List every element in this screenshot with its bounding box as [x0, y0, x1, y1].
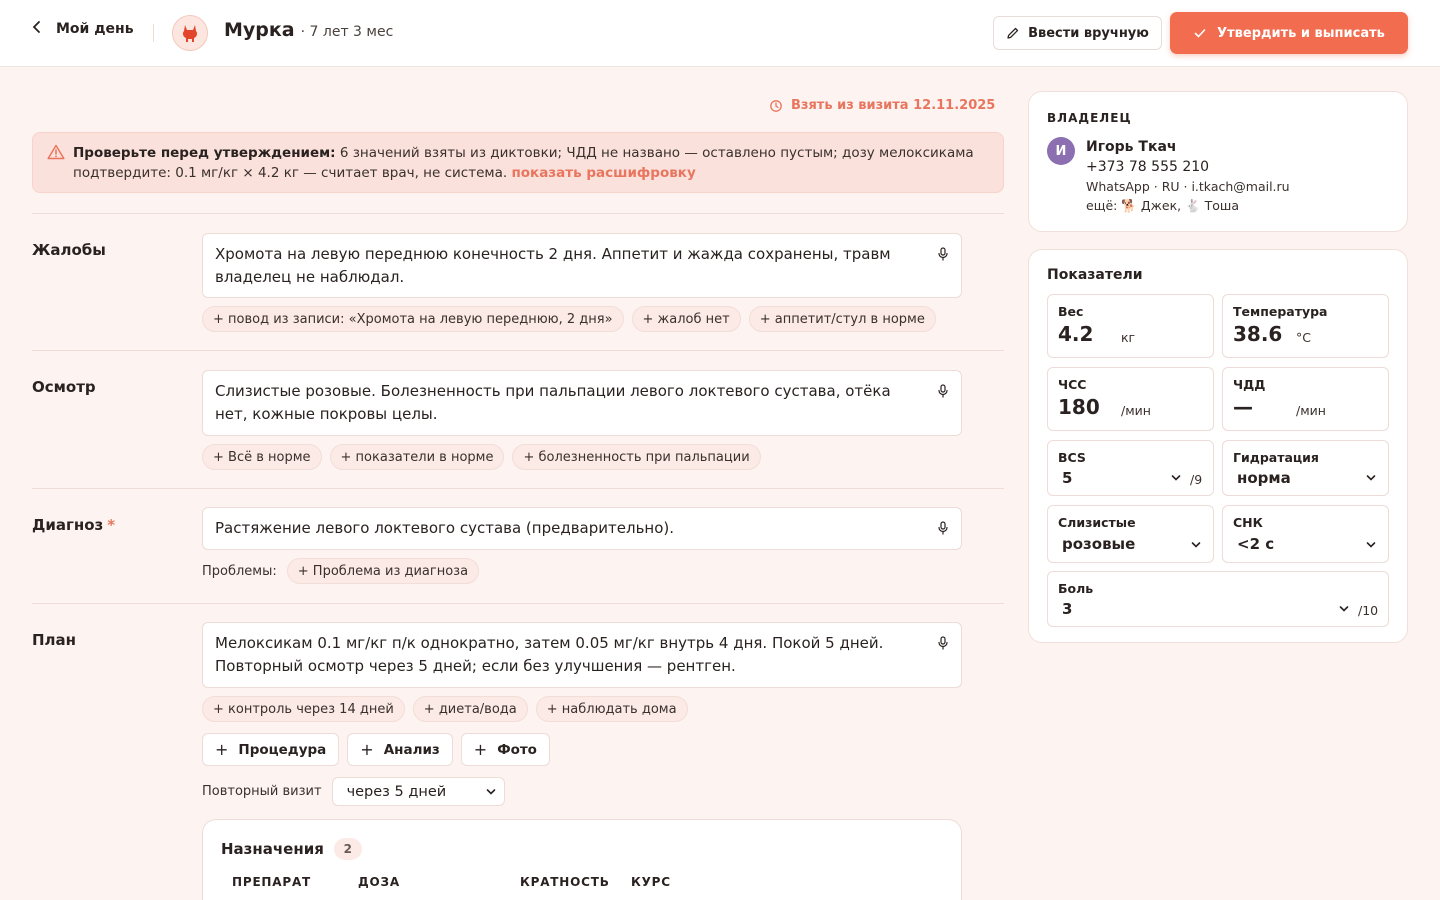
- heart-rate-value: 180: [1058, 395, 1100, 419]
- problems-label: Проблемы:: [202, 563, 277, 579]
- bcs-scale: /9: [1190, 472, 1203, 487]
- plan-text: Мелоксикам 0.1 мг/кг п/к однократно, затем 0.05 мг/кг внутрь 4 дня. Покой 5 дней. Повторный осмотр через 5 дней; если без улучшения — рентген.: [215, 634, 884, 675]
- mucous-label: Слизистые: [1058, 515, 1136, 530]
- column-header-course: КУРС: [631, 875, 671, 889]
- chip[interactable]: + жалоб нет: [632, 306, 741, 332]
- diagnosis-field[interactable]: [202, 507, 962, 550]
- diagnosis-text: Растяжение левого локтевого сустава (предварительно).: [215, 519, 675, 537]
- microphone-icon[interactable]: [937, 634, 949, 657]
- mucous-select[interactable]: [1047, 505, 1214, 563]
- respiratory-rate-value: —: [1233, 395, 1253, 419]
- pet-name: Мурка: [224, 19, 295, 41]
- top-bar: [0, 0, 1440, 67]
- owner-contacts: WhatsApp · RU · i.tkach@mail.ru: [1086, 179, 1290, 194]
- crt-label: СНК: [1233, 515, 1263, 530]
- back-to-my-day-link[interactable]: [32, 20, 134, 38]
- crt-select[interactable]: [1222, 505, 1389, 563]
- vitals-card: [1028, 249, 1408, 643]
- temperature-field[interactable]: [1222, 294, 1389, 358]
- diagnosis-label: [32, 516, 115, 534]
- plus-icon: +: [360, 740, 374, 759]
- warning-text: 6 значений взяты из диктовки; ЧДД не названо — оставлено пустым; дозу мелоксикама подтвердите: 0.1 мг/кг × 4.2 кг — считает врач, не система.: [73, 145, 974, 181]
- check-icon: [1193, 26, 1207, 40]
- revisit-label: Повторный визит: [202, 784, 322, 799]
- complaints-field[interactable]: [202, 233, 962, 298]
- add-analysis-label: Анализ: [383, 741, 440, 758]
- heart-rate-unit: /мин: [1121, 403, 1151, 418]
- complaints-chips: [202, 306, 936, 332]
- owner-other-pets[interactable]: ещё: 🐕 Джек, 🐇 Тоша: [1086, 198, 1240, 213]
- pencil-icon: [1006, 26, 1020, 40]
- chip[interactable]: + повод из записи: «Хромота на левую переднюю, 2 дня»: [202, 306, 624, 332]
- microphone-icon[interactable]: [937, 519, 949, 542]
- add-photo-label: Фото: [497, 741, 537, 758]
- heart-rate-field[interactable]: [1047, 367, 1214, 431]
- pet-avatar: [172, 15, 208, 51]
- add-procedure-label: Процедура: [238, 741, 327, 758]
- bcs-value: 5: [1062, 469, 1073, 487]
- temperature-unit: °C: [1296, 330, 1311, 345]
- chevron-left-icon: [32, 20, 42, 38]
- divider: [32, 488, 1004, 489]
- chevron-down-icon: [1191, 538, 1201, 552]
- plus-icon: +: [473, 740, 488, 759]
- exam-field[interactable]: [202, 370, 962, 436]
- hydration-label: Гидратация: [1233, 450, 1319, 465]
- problems-row: [202, 558, 479, 584]
- microphone-icon[interactable]: [937, 382, 949, 405]
- column-header-drug: ПРЕПАРАТ: [232, 875, 312, 889]
- divider: [153, 24, 154, 42]
- respiratory-rate-field[interactable]: [1222, 367, 1389, 431]
- revisit-row: [202, 777, 505, 806]
- chip[interactable]: + показатели в норме: [330, 444, 505, 470]
- exam-label: Осмотр: [32, 378, 96, 396]
- chevron-down-icon: [1366, 471, 1376, 485]
- approve-label: Утвердить и выписать: [1217, 25, 1385, 41]
- pain-scale: /10: [1358, 603, 1379, 618]
- mucous-value: розовые: [1062, 535, 1136, 553]
- pet-name-block: [224, 19, 393, 41]
- weight-value: 4.2: [1058, 322, 1094, 346]
- chip[interactable]: + контроль через 14 дней: [202, 696, 405, 722]
- microphone-icon[interactable]: [937, 245, 949, 268]
- temperature-label: Температура: [1233, 304, 1328, 319]
- pain-label: Боль: [1058, 581, 1094, 596]
- chevron-down-icon: [1339, 602, 1349, 616]
- revisit-select[interactable]: [332, 777, 505, 806]
- plus-icon: +: [215, 740, 229, 759]
- owner-card: [1028, 91, 1408, 232]
- divider: [32, 350, 1004, 351]
- add-photo-button[interactable]: [461, 733, 550, 766]
- owner-phone[interactable]: +373 78 555 210: [1086, 159, 1210, 175]
- vitals-title: Показатели: [1047, 267, 1143, 283]
- add-analysis-button[interactable]: [347, 733, 452, 766]
- back-label: Мой день: [56, 21, 134, 37]
- owner-section-label: ВЛАДЕЛЕЦ: [1047, 111, 1132, 125]
- bcs-select[interactable]: [1047, 440, 1214, 496]
- weight-unit: кг: [1121, 330, 1136, 345]
- warning-icon: [47, 144, 65, 166]
- take-from-visit-label: Взять из визита 12.11.2025: [791, 98, 996, 113]
- show-transcript-link[interactable]: показать расшифровку: [511, 165, 696, 181]
- respiratory-rate-label: ЧДД: [1233, 377, 1266, 392]
- warning-title: Проверьте перед утверждением:: [73, 145, 336, 161]
- column-header-frequency: КРАТНОСТЬ: [520, 875, 610, 889]
- heart-rate-label: ЧСС: [1058, 377, 1087, 392]
- approve-and-discharge-button[interactable]: [1170, 12, 1408, 54]
- chevron-down-icon: [1366, 538, 1376, 552]
- weight-label: Вес: [1058, 304, 1084, 319]
- prescriptions-title-row: [221, 838, 362, 860]
- chip[interactable]: + диета/вода: [413, 696, 528, 722]
- divider: [32, 603, 1004, 604]
- enter-manually-label: Ввести вручную: [1028, 25, 1149, 41]
- complaints-text: Хромота на левую переднюю конечность 2 дня. Аппетит и жажда сохранены, травм владелец не наблюдал.: [215, 245, 891, 286]
- enter-manually-button[interactable]: [993, 16, 1162, 50]
- exam-text: Слизистые розовые. Болезненность при пальпации левого локтевого сустава, отёка нет, кожные покровы целы.: [215, 382, 891, 423]
- column-header-dose: ДОЗА: [358, 875, 400, 889]
- plan-add-buttons: [202, 733, 550, 766]
- temperature-value: 38.6: [1233, 322, 1283, 346]
- hydration-value: норма: [1237, 469, 1291, 487]
- weight-field[interactable]: [1047, 294, 1214, 358]
- history-icon: [769, 99, 783, 113]
- respiratory-rate-unit: /мин: [1296, 403, 1326, 418]
- divider: [32, 213, 1004, 214]
- avatar: И: [1047, 137, 1075, 165]
- prescriptions-card: [202, 819, 962, 900]
- chevron-down-icon: [486, 784, 496, 800]
- add-problem-chip[interactable]: + Проблема из диагноза: [287, 558, 479, 584]
- cat-icon: [179, 22, 201, 44]
- prescriptions-title: Назначения: [221, 840, 324, 858]
- complaints-label: Жалобы: [32, 241, 106, 259]
- owner-info: [1086, 137, 1290, 215]
- chip[interactable]: + болезненность при пальпации: [512, 444, 760, 470]
- exam-chips: [202, 444, 761, 470]
- owner-name[interactable]: Игорь Ткач: [1086, 139, 1177, 155]
- chip[interactable]: + наблюдать дома: [536, 696, 688, 722]
- prescriptions-count-badge: 2: [334, 838, 362, 860]
- plan-chips: [202, 696, 688, 722]
- hydration-select[interactable]: [1222, 440, 1389, 496]
- plan-field[interactable]: [202, 622, 962, 688]
- chip[interactable]: + Всё в норме: [202, 444, 322, 470]
- plan-label: План: [32, 631, 77, 649]
- crt-value: <2 с: [1237, 535, 1275, 553]
- add-procedure-button[interactable]: [202, 733, 339, 766]
- chip[interactable]: + аппетит/стул в норме: [749, 306, 936, 332]
- chevron-down-icon: [1171, 471, 1181, 485]
- required-mark: *: [107, 516, 116, 534]
- diagnosis-label-text: Диагноз: [32, 516, 104, 534]
- pain-select[interactable]: [1047, 571, 1389, 627]
- pet-age: · 7 лет 3 мес: [300, 24, 394, 40]
- review-warning-banner: [32, 132, 1004, 193]
- take-from-visit-link[interactable]: [769, 98, 995, 113]
- revisit-value: через 5 дней: [346, 783, 447, 800]
- bcs-label: BCS: [1058, 450, 1086, 465]
- pain-value: 3: [1062, 600, 1073, 618]
